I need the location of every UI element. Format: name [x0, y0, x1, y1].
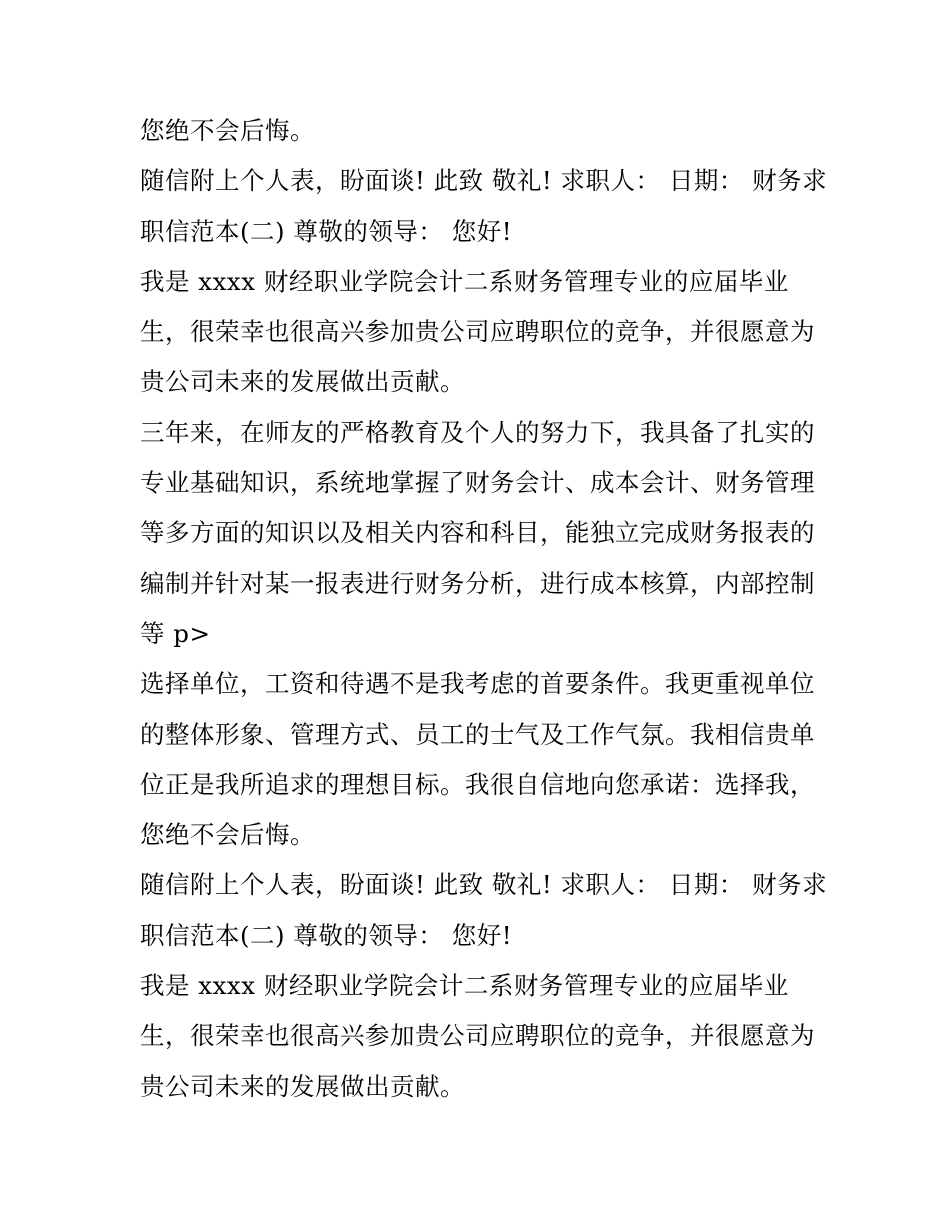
text-line: 随信附上个人表，盼面谈! 此致 敬礼! 求职人： 日期： 财务求 — [140, 870, 828, 900]
text-line: 位正是我所追求的理想目标。我很自信地向您承诺：选择我， — [140, 769, 815, 799]
text-line: 贵公司未来的发展做出贡献。 — [140, 367, 465, 397]
text-line: 专业基础知识，系统地掌握了财务会计、成本会计、财务管理 — [140, 468, 815, 498]
text-line: 职信范本(二) 尊敬的领导： 您好! — [140, 920, 513, 950]
text-line: 贵公司未来的发展做出贡献。 — [140, 1071, 465, 1101]
text-line: 选择单位，工资和待遇不是我考虑的首要条件。我更重视单位 — [140, 669, 815, 699]
text-line: 生，很荣幸也很高兴参加贵公司应聘职位的竞争，并很愿意为 — [140, 1021, 815, 1051]
text-line: 编制并针对某一报表进行财务分析，进行成本核算，内部控制 — [140, 568, 815, 598]
text-line: 随信附上个人表，盼面谈! 此致 敬礼! 求职人： 日期： 财务求 — [140, 166, 828, 196]
text-line: 您绝不会后悔。 — [140, 820, 315, 850]
text-line: 等 p> — [140, 618, 211, 648]
text-line: 您绝不会后悔。 — [140, 116, 315, 145]
document-body — [140, 106, 830, 1112]
text-line: 职信范本(二) 尊敬的领导： 您好! — [140, 216, 513, 246]
text-line: 的整体形象、管理方式、员工的士气及工作气氛。我相信贵单 — [140, 719, 815, 749]
text-line: 生，很荣幸也很高兴参加贵公司应聘职位的竞争，并很愿意为 — [140, 317, 815, 347]
text-line: 我是 xxxx 财经职业学院会计二系财务管理专业的应届毕业 — [140, 971, 789, 1001]
text-line: 我是 xxxx 财经职业学院会计二系财务管理专业的应届毕业 — [140, 266, 789, 296]
text-line: 三年来，在师友的严格教育及个人的努力下，我具备了扎实的 — [140, 417, 815, 447]
text-line: 等多方面的知识以及相关内容和科目，能独立完成财务报表的 — [140, 518, 815, 548]
